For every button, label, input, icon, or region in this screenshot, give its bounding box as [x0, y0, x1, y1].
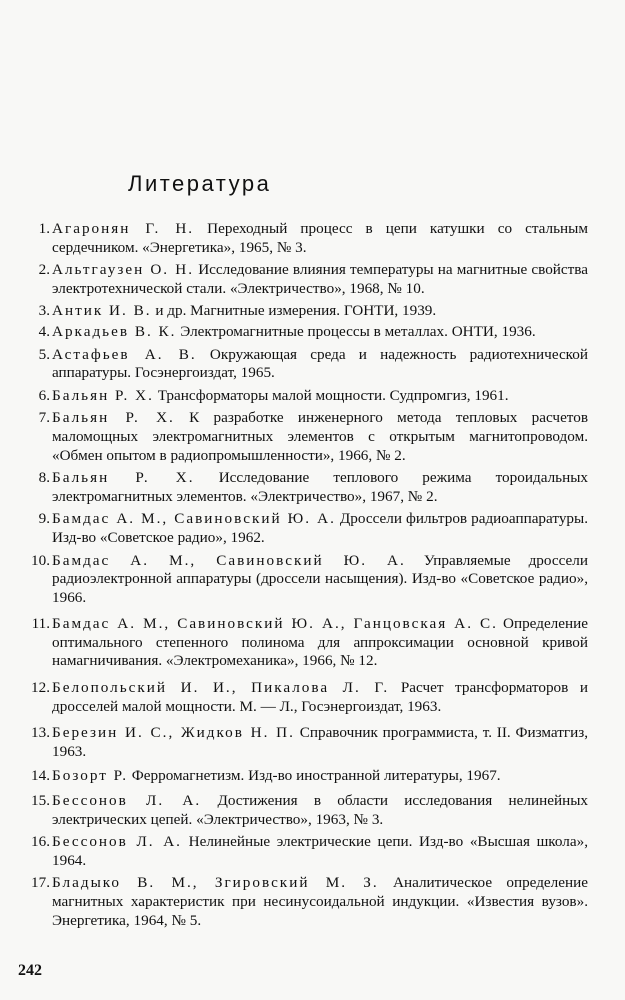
reference-number: 13. [31, 724, 50, 742]
reference-text: Ферромагнетизм. Изд-во иностранной литературы, 1967. [131, 767, 501, 785]
reference-author: Бамдас А. М., Савиновский Ю. А. [52, 510, 336, 528]
reference-text: Исследование теплового режима тороидальных электромагнитных элементов. «Электричество», 1967, № 2. [52, 469, 589, 505]
reference-text: Нелинейные электрические цепи. Изд-во «Высшая школа», 1964. [52, 833, 588, 869]
reference-author: Бессонов Л. А. [52, 792, 202, 810]
reference-text: Аналитическое определение магнитных характеристик при несинусоидальной индукции. «Известия вузов». Энергетика, 1964, № 5. [52, 874, 588, 929]
reference-item [18, 261, 588, 298]
reference-author: Бессонов Л. А. [52, 833, 182, 851]
reference-item [18, 220, 588, 257]
reference-number: 7. [38, 409, 50, 427]
reference-number: 2. [38, 261, 50, 279]
reference-number: 6. [38, 386, 50, 404]
reference-item [18, 767, 588, 786]
reference-item [18, 302, 588, 321]
reference-author: Березин И. С., Жидков Н. П. [52, 724, 295, 742]
reference-author: Бамдас А. М., Савиновский Ю. А. [52, 551, 406, 569]
reference-author: Бамдас А. М., Савиновский Ю. А., Ганцовская А. С. [52, 615, 498, 633]
reference-author: Аркадьев В. К. [52, 322, 177, 340]
reference-text: Определение оптимального степенного полинома для аппроксимации основной кривой намагничивания. «Электромеханика», 1966, № 12. [52, 615, 588, 670]
reference-author: Антик И. В. [52, 302, 152, 320]
reference-author: Бладыко В. М., Згировский М. З. [52, 874, 379, 892]
reference-number: 16. [31, 833, 50, 851]
reference-number: 1. [38, 220, 50, 237]
reference-text: Справочник программиста, т. II. Физматгиз, 1963. [52, 724, 589, 760]
reference-item [18, 409, 588, 465]
reference-text: Управляемые дроссели радиоэлектронной аппаратуры (дроссели насыщения). Изд-во «Советское радио», 1966. [52, 551, 588, 606]
reference-text: Дроссели фильтров радиоаппаратуры. Изд-во «Советское радио», 1962. [52, 510, 589, 546]
page-number: 242 [18, 962, 42, 979]
reference-text: К разработке инженерного метода тепловых расчетов маломощных электромагнитных элементов с открытым магнитопроводом. «Обмен опытом в радиопромышленности», 1966, № 2. [52, 409, 589, 464]
reference-number: 12. [31, 679, 50, 697]
reference-item [18, 346, 588, 383]
reference-number: 10. [31, 551, 50, 569]
reference-text: и др. Магнитные измерения. ГОНТИ, 1939. [155, 302, 437, 320]
reference-item [18, 510, 588, 547]
reference-text: Окружающая среда и надежность радиотехнической аппаратуры. Госэнергоиздат, 1965. [52, 345, 589, 382]
reference-author: Альтгаузен О. Н. [52, 261, 195, 279]
reference-author: Бальян Р. Х. [52, 386, 154, 404]
reference-author: Бозорт Р. [52, 767, 128, 785]
reference-text: Исследование влияния температуры на магнитные свойства электротехнической стали. «Электричество», 1968, № 10. [52, 261, 588, 297]
reference-number: 8. [38, 469, 50, 487]
reference-text: Расчет трансформаторов и дросселей малой мощности. М. — Л., Госэнергоиздат, 1963. [52, 679, 589, 715]
reference-number: 5. [38, 345, 50, 363]
reference-number: 14. [31, 767, 50, 785]
reference-text: Достижения в области исследования нелинейных электрических цепей. «Электричество», 1963, № 3. [52, 792, 589, 828]
page-title: Литература [128, 171, 272, 196]
reference-number: 17. [31, 874, 50, 892]
reference-author: Агаронян Г. Н. [52, 220, 195, 237]
reference-number: 9. [38, 510, 50, 528]
reference-item [18, 387, 588, 406]
reference-number: 3. [38, 302, 50, 320]
reference-text: Трансформаторы малой мощности. Судпромгиз, 1961. [157, 386, 509, 404]
reference-number: 15. [31, 792, 50, 810]
reference-author: Белопольский И. И., Пикалова Л. Г. [52, 679, 390, 697]
reference-number: 4. [38, 322, 50, 340]
reference-number: 11. [31, 615, 50, 633]
reference-author: Бальян Р. Х. [52, 409, 175, 427]
reference-text: Электромагнитные процессы в металлах. ОНТИ, 1936. [180, 322, 536, 340]
reference-item [18, 552, 588, 608]
reference-item [18, 724, 588, 761]
reference-item [18, 792, 588, 829]
reference-list [18, 220, 588, 930]
reference-item [18, 469, 588, 506]
reference-text: Переходный процесс в цепи катушки со стальным сердечником. «Энергетика», 1965, № 3. [52, 220, 588, 256]
reference-author: Астафьев А. В. [52, 345, 197, 363]
reference-item [18, 874, 588, 930]
reference-item [18, 833, 588, 870]
reference-item [18, 615, 588, 671]
reference-item [18, 323, 588, 342]
reference-author: Бальян Р. Х. [52, 469, 195, 487]
reference-item [18, 679, 588, 716]
